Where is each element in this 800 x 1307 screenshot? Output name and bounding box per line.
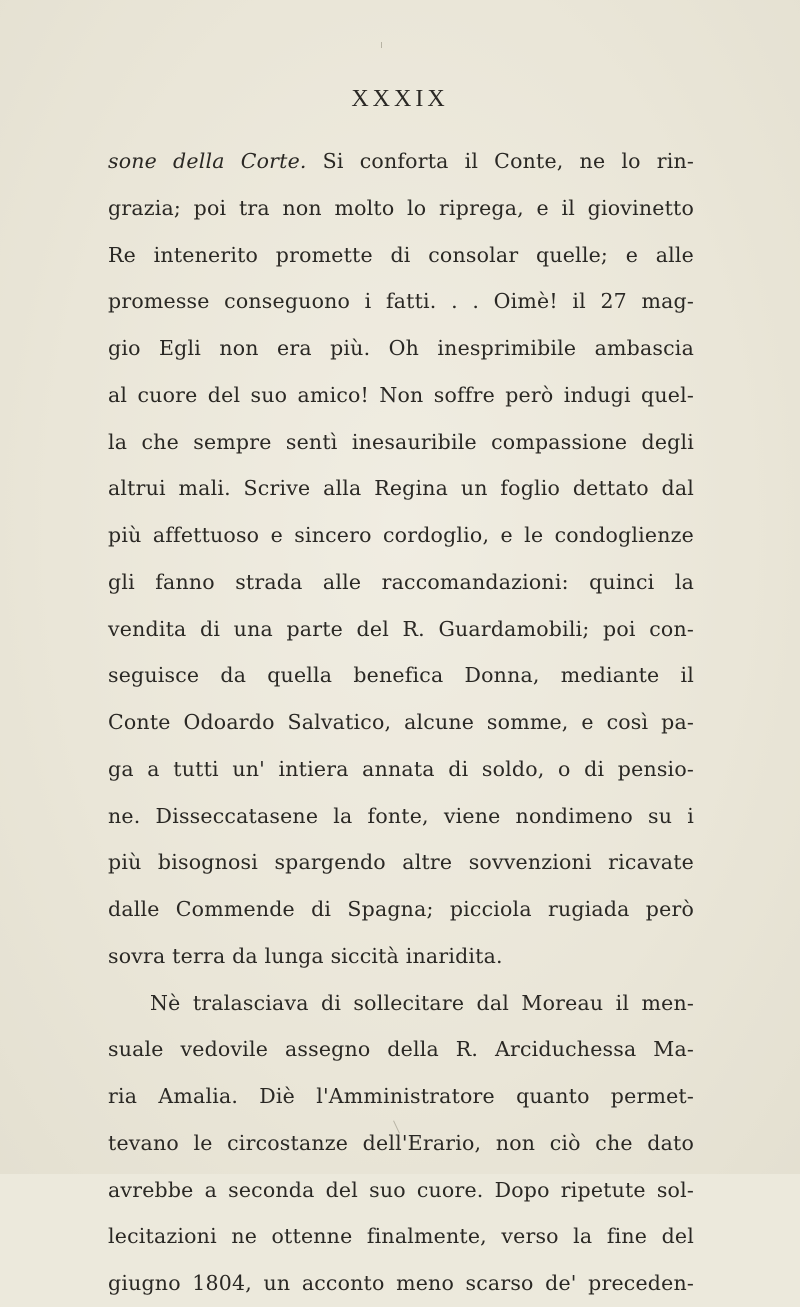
text-line: grazia; poi tra non molto lo riprega, e il giovinetto (108, 195, 694, 220)
text-line: sovra terra da lunga siccità inaridita. (108, 943, 503, 968)
text-line: avrebbe a seconda del suo cuore. Dopo ripetute sol- (108, 1177, 694, 1202)
text-line: suale vedovile assegno della R. Arciduchessa Ma- (108, 1037, 694, 1062)
text-line: ga a tutti un' intiera annata di soldo, o di pensio- (108, 756, 694, 781)
text-line: la che sempre sentì inesauribile compassione degli (108, 429, 694, 454)
text-line: vendita di una parte del R. Guardamobili; poi con- (108, 616, 694, 641)
text-line-content: Si conforta il Conte, ne lo rin- (306, 149, 694, 173)
text-line: seguisce da quella benefica Donna, mediante il (108, 663, 694, 688)
text-line: gio Egli non era più. Oh inesprimibile ambascia (108, 336, 694, 360)
text-line: giugno 1804, un acconto meno scarso de' preceden- (108, 1271, 694, 1295)
text-line: dalle Commende di Spagna; picciola rugiada però (108, 897, 694, 921)
text-line: al cuore del suo amico! Non soffre però indugi quel- (108, 382, 694, 407)
text-line: Re intenerito promette di consolar quelle; e alle (108, 242, 694, 267)
page-number: XXXIX (351, 86, 449, 112)
text-line: gli fanno strada alle raccomandazioni: quinci la (108, 569, 694, 594)
text-line: Nè tralasciava di sollecitare dal Moreau il men- (150, 990, 694, 1015)
text-line: lecitazioni ne ottenne finalmente, verso la fine del (108, 1224, 694, 1249)
text-line: più affettuoso e sincero cordoglio, e le condoglienze (108, 523, 694, 547)
paper-speck (381, 42, 382, 48)
text-line (108, 138, 694, 185)
text-line: Conte Odoardo Salvatico, alcune somme, e così pa- (108, 710, 694, 734)
italic-phrase: sone della Corte. (108, 149, 307, 173)
body-text (108, 138, 694, 1307)
text-line: più bisognosi spargendo altre sovvenzioni ricavate (108, 850, 694, 875)
text-line: tevano le circostanze dell'Erario, non ciò che dato (108, 1130, 694, 1155)
text-line: ne. Disseccatasene la fonte, viene nondimeno su i (108, 803, 694, 828)
text-line: ria Amalia. Diè l'Amministratore quanto permet- (108, 1084, 694, 1108)
text-line: altrui mali. Scrive alla Regina un foglio dettato dal (108, 476, 694, 501)
text-line: promesse conseguono i fatti. . . Oimè! il 27 mag- (108, 289, 694, 314)
